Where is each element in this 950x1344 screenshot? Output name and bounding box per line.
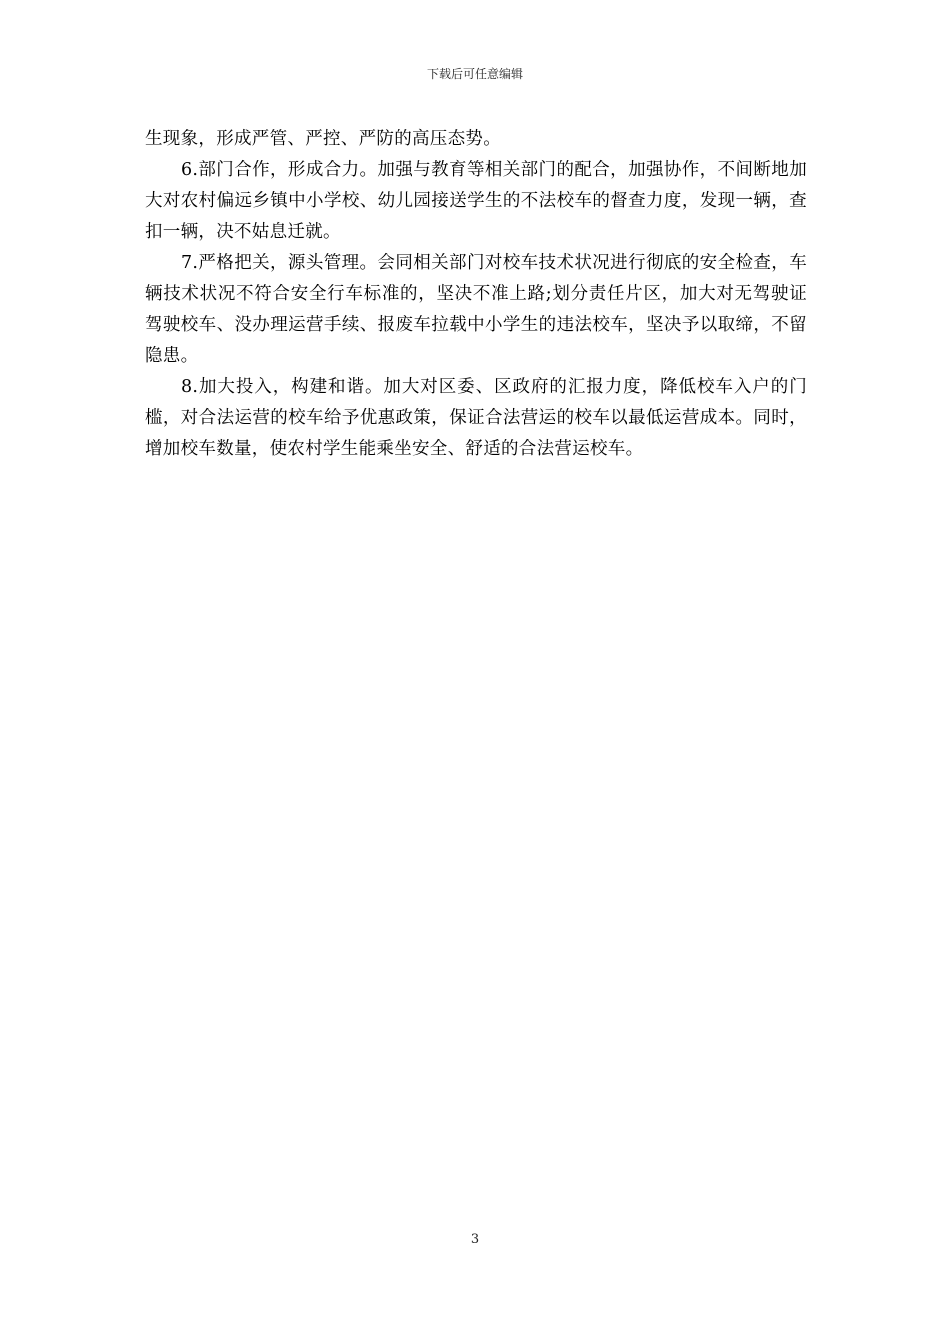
paragraph-item-6: 6.部门合作，形成合力。加强与教育等相关部门的配合，加强协作，不间断地加大对农村偏远乡镇中小学校、幼儿园接送学生的不法校车的督查力度，发现一辆，查扣一辆，决不姑息迁就。: [145, 160, 807, 242]
paragraph-continuation: 生现象，形成严管、严控、严防的高压态势。: [145, 129, 501, 149]
paragraph-item-8: 8.加大投入，构建和谐。加大对区委、区政府的汇报力度，降低校车入户的门槛，对合法运营的校车给予优惠政策，保证合法营运的校车以最低运营成本。同时，增加校车数量，使农村学生能乘坐安全、舒适的合法营运校车。: [145, 377, 807, 459]
document-body: [145, 124, 807, 465]
paragraph-item-7: 7.严格把关，源头管理。会同相关部门对校车技术状况进行彻底的安全检查，车辆技术状况不符合安全行车标准的，坚决不准上路;划分责任片区，加大对无驾驶证驾驶校车、没办理运营手续、报废车拉载中小学生的违法校车，坚决予以取缔，不留隐患。: [145, 253, 807, 366]
page-header: 下载后可任意编辑: [426, 67, 523, 81]
page-number: 3: [470, 1232, 480, 1247]
